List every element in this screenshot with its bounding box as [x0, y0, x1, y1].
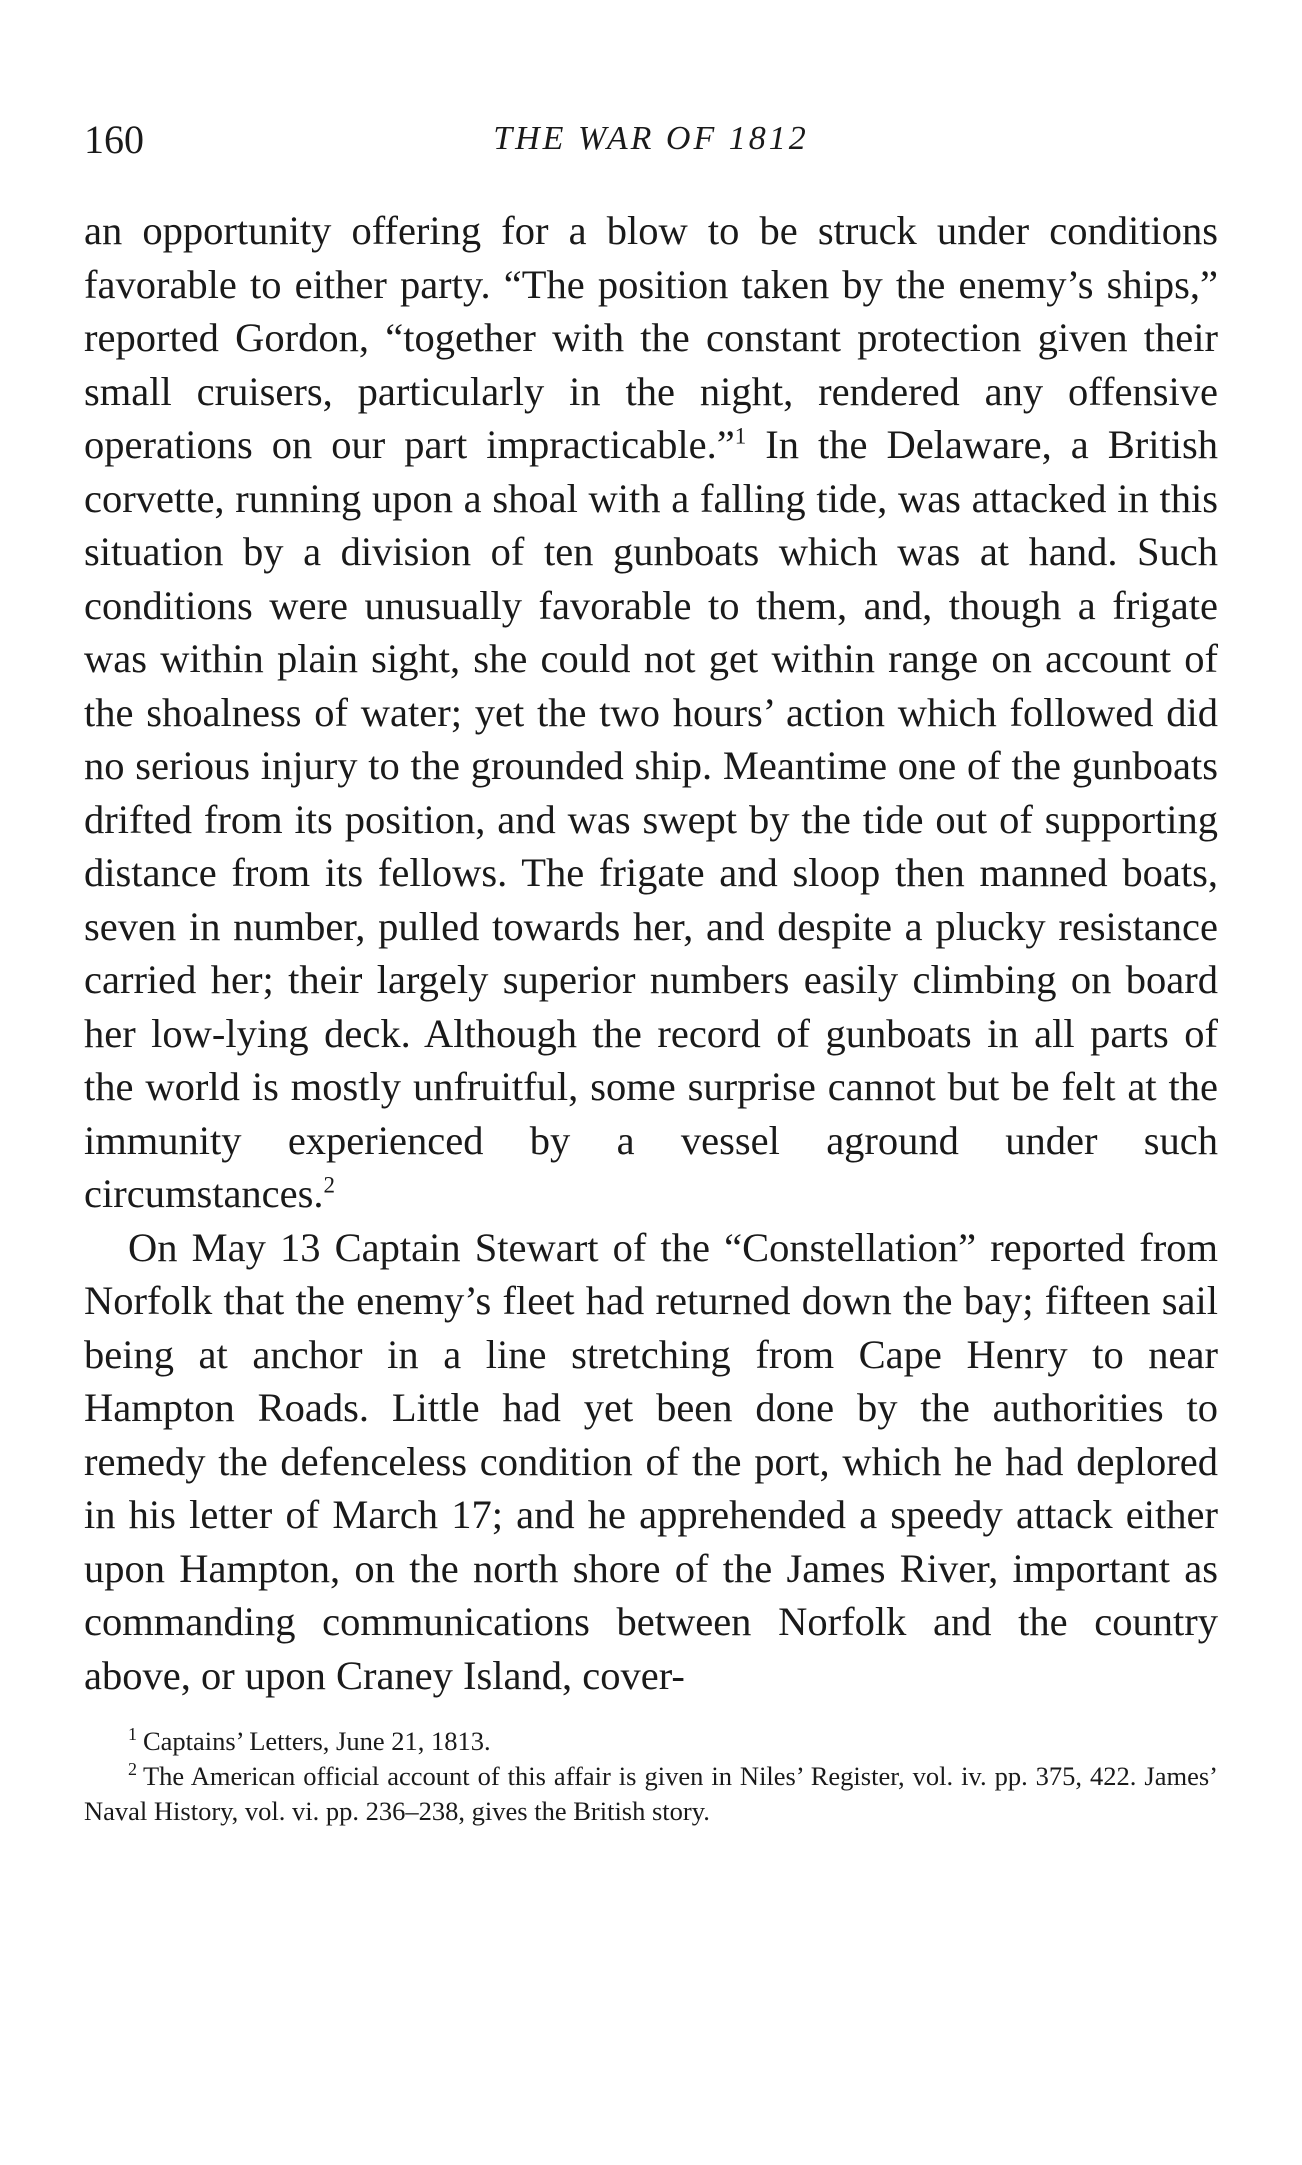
running-head	[84, 108, 1218, 168]
page-number: 160	[84, 117, 144, 162]
footnote-2-mark: 2	[128, 1759, 137, 1780]
footnote-1	[84, 1724, 1218, 1759]
book-page	[84, 108, 1218, 1829]
paragraph-1-text-a: an opportunity offering for a blow to be struck under conditions favorable to either party. “The position taken by the enemy’s ships,” reported Gordon, “together with the constant protection given their small cruisers, particularly in the night, rendered any offensive operations on our part impracticable.”	[84, 208, 1218, 467]
footnote-2	[84, 1759, 1218, 1829]
footnote-ref-1: 1	[734, 423, 747, 449]
footnote-2-text: The American official account of this affair is given in Niles’ Register, vol. iv. pp. 375, 422. James’ Naval History, vol. vi. pp. 236–238, gives the British story.	[84, 1761, 1218, 1826]
paragraph-1	[84, 204, 1218, 1221]
paragraph-1-text-b: In the Delaware, a British corvette, running upon a shoal with a falling tide, was attacked in this situation by a division of ten gunboats which was at hand. Such conditions were unusually favorable to them, and, though a frigate was within plain sight, she could not get within range on account of the shoalness of water; yet the two hours’ action which followed did no serious injury to the grounded ship. Meantime one of the gunboats drifted from its position, and was swept by the tide out of supporting distance from its fellows. The frigate and sloop then manned boats, seven in number, pulled towards her, and despite a plucky resistance carried her; their largely superior numbers easily climbing on board her low-lying deck. Although the record of gunboats in all parts of the world is mostly unfruitful, some surprise cannot but be felt at the immunity experienced by a vessel aground under such circumstances.	[84, 422, 1218, 1216]
footnote-1-text: Captains’ Letters, June 21, 1813.	[143, 1726, 491, 1756]
footnote-ref-2: 2	[323, 1172, 336, 1198]
footnote-1-mark: 1	[128, 1724, 137, 1745]
paragraph-2: On May 13 Captain Stewart of the “Constellation” reported from Norfolk that the enemy’s fleet had returned down the bay; fifteen sail being at anchor in a line stretching from Cape Henry to near Hampton Roads. Little had yet been done by the authorities to remedy the defenceless condition of the port, which he had deplored in his letter of March 17; and he apprehended a speedy attack either upon Hampton, on the north shore of the James River, important as commanding communications between Norfolk and the country above, or upon Craney Island, cover-	[84, 1224, 1218, 1698]
footnotes	[84, 1724, 1218, 1829]
body-text	[84, 204, 1218, 1702]
running-title: THE WAR OF 1812	[493, 120, 809, 157]
